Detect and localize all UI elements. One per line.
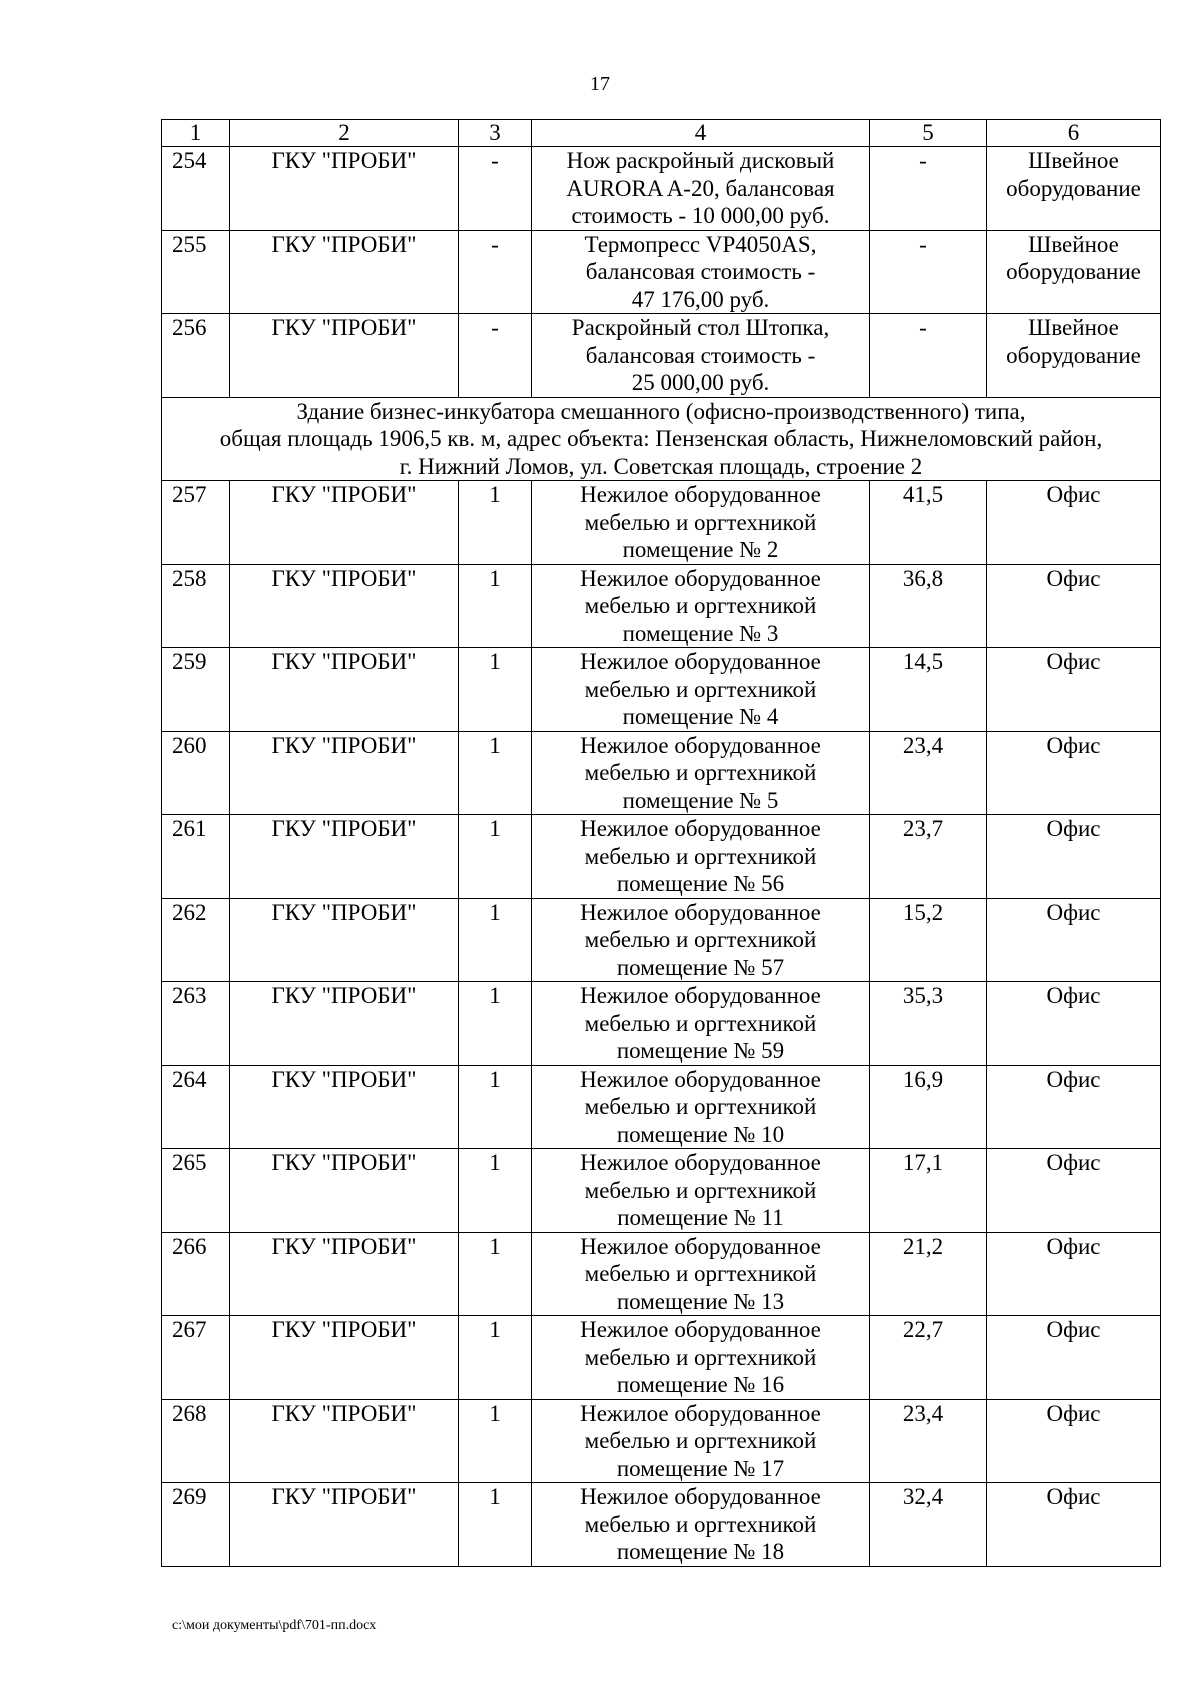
row-number-cell: 268 [162,1399,230,1483]
organization-cell: ГКУ "ПРОБИ" [230,1399,459,1483]
table-row [162,982,1161,1066]
description-line: Нежилое оборудованное [580,983,821,1008]
description-line: помещение № 17 [616,1455,785,1481]
section-line: общая площадь 1906,5 кв. м, адрес объекта: Пензенская область, Нижнеломовский район, [219,426,1103,451]
area-cell: 16,9 [870,1065,987,1149]
description-cell [532,648,870,732]
purpose-line: Офис [1046,732,1101,758]
description-line: AURORA A-20, балансовая [566,175,835,201]
description-line: помещение № 56 [616,871,785,896]
purpose-cell [987,1232,1161,1316]
organization-cell: ГКУ "ПРОБИ" [230,147,459,231]
purpose-cell [987,731,1161,815]
purpose-cell [987,648,1161,732]
table-row [162,1149,1161,1233]
description-cell [532,314,870,398]
description-line: помещение № 16 [616,1372,785,1397]
column-header: 2 [230,120,459,147]
description-line: мебелью и оргтехникой [584,1511,817,1537]
description-line: помещение № 5 [622,787,779,813]
area-cell: - [870,230,987,314]
table-row [162,147,1161,231]
description-line: мебелью и оргтехникой [584,509,817,535]
purpose-line: Офис [1046,1400,1101,1426]
description-line: Нежилое оборудованное [580,816,821,841]
description-line: Раскройный стол Штопка, [571,315,830,340]
description-cell [532,898,870,982]
description-line: 47 176,00 руб. [631,286,770,312]
quantity-cell: 1 [459,815,532,899]
quantity-cell: 1 [459,1065,532,1149]
description-line: мебелью и оргтехникой [584,1177,817,1203]
purpose-line: Швейное [1028,148,1119,173]
description-line: Нежилое оборудованное [580,565,821,591]
description-cell [532,1483,870,1567]
organization-cell: ГКУ "ПРОБИ" [230,731,459,815]
purpose-cell [987,314,1161,398]
row-number-cell: 267 [162,1316,230,1400]
purpose-line: Офис [1046,1484,1101,1509]
table-row [162,564,1161,648]
purpose-line: Швейное [1028,315,1119,340]
purpose-cell [987,1149,1161,1233]
description-line: Нежилое оборудованное [580,1484,821,1509]
description-cell [532,1065,870,1149]
area-cell: 23,4 [870,731,987,815]
row-number-cell: 255 [162,230,230,314]
quantity-cell: 1 [459,564,532,648]
quantity-cell: 1 [459,982,532,1066]
table-row [162,230,1161,314]
area-cell: - [870,314,987,398]
description-cell [532,982,870,1066]
area-cell: 22,7 [870,1316,987,1400]
purpose-line: Офис [1046,899,1101,925]
description-line: Нежилое оборудованное [580,482,821,507]
description-line: Нежилое оборудованное [580,1400,821,1426]
description-line: Нежилое оборудованное [580,1317,821,1342]
description-cell [532,1316,870,1400]
organization-cell: ГКУ "ПРОБИ" [230,1483,459,1567]
description-line: Нежилое оборудованное [580,649,821,674]
quantity-cell: 1 [459,1149,532,1233]
organization-cell: ГКУ "ПРОБИ" [230,898,459,982]
area-cell: 14,5 [870,648,987,732]
purpose-line: Офис [1046,1233,1101,1259]
page-number: 17 [590,73,610,95]
description-line: помещение № 11 [617,1205,784,1230]
description-cell [532,815,870,899]
column-header: 1 [162,120,230,147]
row-number-cell: 256 [162,314,230,398]
table-row [162,648,1161,732]
organization-cell: ГКУ "ПРОБИ" [230,481,459,565]
section-header-row [162,397,1161,481]
description-cell [532,564,870,648]
table-row [162,898,1161,982]
purpose-cell [987,1483,1161,1567]
table-header-row [162,120,1161,147]
description-cell [532,731,870,815]
quantity-cell: - [459,314,532,398]
purpose-cell [987,147,1161,231]
quantity-cell: 1 [459,731,532,815]
row-number-cell: 263 [162,982,230,1066]
quantity-cell: 1 [459,898,532,982]
row-number-cell: 259 [162,648,230,732]
section-line: Здание бизнес-инкубатора смешанного (офисно-производственного) типа, [296,398,1026,424]
quantity-cell: 1 [459,648,532,732]
description-line: мебелью и оргтехникой [584,927,817,952]
table-row [162,481,1161,565]
organization-cell: ГКУ "ПРОБИ" [230,648,459,732]
quantity-cell: 1 [459,481,532,565]
description-line: Нож раскройный дисковый [566,148,835,173]
table-row [162,1232,1161,1316]
description-line: мебелью и оргтехникой [584,1428,817,1453]
description-line: помещение № 59 [616,1038,785,1063]
organization-cell: ГКУ "ПРОБИ" [230,230,459,314]
organization-cell: ГКУ "ПРОБИ" [230,815,459,899]
row-number-cell: 261 [162,815,230,899]
purpose-cell [987,1316,1161,1400]
description-line: Нежилое оборудованное [580,732,821,758]
description-line: мебелью и оргтехникой [584,1010,817,1036]
quantity-cell: 1 [459,1483,532,1567]
description-line: стоимость - 10 000,00 руб. [571,203,830,228]
area-cell: 15,2 [870,898,987,982]
purpose-cell [987,982,1161,1066]
description-line: Нежилое оборудованное [580,1150,821,1175]
area-cell: 23,4 [870,1399,987,1483]
area-cell: 17,1 [870,1149,987,1233]
description-cell [532,1399,870,1483]
description-cell [532,147,870,231]
description-cell [532,1232,870,1316]
description-line: помещение № 4 [622,704,779,729]
purpose-line: оборудование [1006,342,1141,368]
description-line: Термопресс VP4050AS, [584,231,817,257]
purpose-line: Офис [1046,482,1101,507]
table-row [162,1316,1161,1400]
row-number-cell: 258 [162,564,230,648]
description-line: Нежилое оборудованное [580,1066,821,1092]
description-line: мебелью и оргтехникой [584,1261,817,1286]
purpose-cell [987,815,1161,899]
description-line: балансовая стоимость - [585,342,816,368]
section-header [162,397,1161,481]
area-cell: 32,4 [870,1483,987,1567]
description-line: мебелью и оргтехникой [584,760,817,785]
organization-cell: ГКУ "ПРОБИ" [230,1232,459,1316]
quantity-cell: 1 [459,1316,532,1400]
organization-cell: ГКУ "ПРОБИ" [230,564,459,648]
section-line: г. Нижний Ломов, ул. Советская площадь, строение 2 [399,453,923,479]
purpose-line: оборудование [1006,259,1141,284]
row-number-cell: 254 [162,147,230,231]
description-cell [532,1149,870,1233]
description-line: мебелью и оргтехникой [584,843,817,869]
table-row [162,815,1161,899]
column-header: 3 [459,120,532,147]
purpose-line: Офис [1046,1150,1101,1175]
description-line: мебелью и оргтехникой [584,1094,817,1119]
description-line: мебелью и оргтехникой [584,593,817,618]
description-line: мебелью и оргтехникой [584,1344,817,1370]
table-row [162,1483,1161,1567]
purpose-cell [987,564,1161,648]
description-line: помещение № 2 [622,537,779,562]
purpose-cell [987,230,1161,314]
quantity-cell: 1 [459,1399,532,1483]
description-line: помещение № 3 [622,620,779,646]
row-number-cell: 260 [162,731,230,815]
purpose-cell [987,1065,1161,1149]
area-cell: 35,3 [870,982,987,1066]
purpose-line: Офис [1046,1066,1101,1092]
area-cell: - [870,147,987,231]
purpose-line: Швейное [1028,231,1119,257]
row-number-cell: 269 [162,1483,230,1567]
description-cell [532,481,870,565]
quantity-cell: 1 [459,1232,532,1316]
description-line: 25 000,00 руб. [631,370,770,395]
quantity-cell: - [459,147,532,231]
purpose-cell [987,898,1161,982]
purpose-cell [987,481,1161,565]
description-line: балансовая стоимость - [585,259,816,284]
organization-cell: ГКУ "ПРОБИ" [230,1065,459,1149]
description-line: помещение № 18 [616,1539,785,1564]
description-cell [532,230,870,314]
column-header: 4 [532,120,870,147]
area-cell: 41,5 [870,481,987,565]
description-line: помещение № 57 [616,954,785,980]
area-cell: 23,7 [870,815,987,899]
row-number-cell: 265 [162,1149,230,1233]
organization-cell: ГКУ "ПРОБИ" [230,1316,459,1400]
row-number-cell: 264 [162,1065,230,1149]
row-number-cell: 257 [162,481,230,565]
organization-cell: ГКУ "ПРОБИ" [230,1149,459,1233]
organization-cell: ГКУ "ПРОБИ" [230,982,459,1066]
column-header: 5 [870,120,987,147]
description-line: помещение № 13 [616,1288,785,1314]
area-cell: 36,8 [870,564,987,648]
property-table [161,119,1161,1567]
description-line: Нежилое оборудованное [580,899,821,925]
area-cell: 21,2 [870,1232,987,1316]
organization-cell: ГКУ "ПРОБИ" [230,314,459,398]
row-number-cell: 266 [162,1232,230,1316]
purpose-line: Офис [1046,816,1101,841]
file-path-footer: c:\мои документы\pdf\701-пп.docx [172,1618,377,1633]
purpose-cell [987,1399,1161,1483]
purpose-line: Офис [1046,565,1101,591]
description-line: Нежилое оборудованное [580,1233,821,1259]
table-row [162,314,1161,398]
table-row [162,1065,1161,1149]
row-number-cell: 262 [162,898,230,982]
description-line: помещение № 10 [616,1121,785,1147]
purpose-line: оборудование [1006,175,1141,201]
quantity-cell: - [459,230,532,314]
purpose-line: Офис [1046,649,1101,674]
description-line: мебелью и оргтехникой [584,676,817,702]
purpose-line: Офис [1046,983,1101,1008]
purpose-line: Офис [1046,1317,1101,1342]
column-header: 6 [987,120,1161,147]
table-row [162,1399,1161,1483]
table-row [162,731,1161,815]
